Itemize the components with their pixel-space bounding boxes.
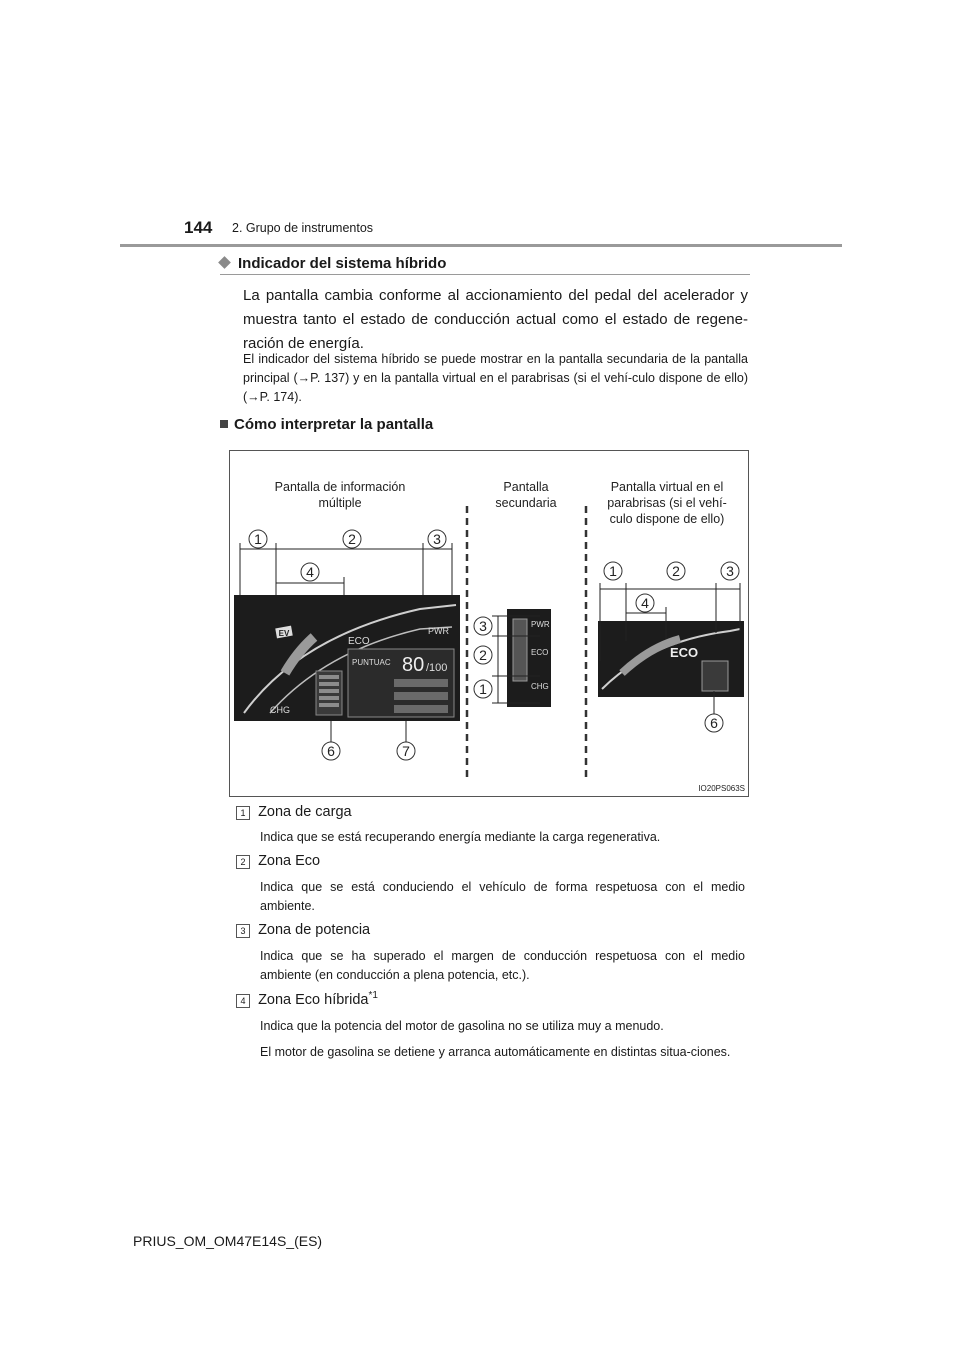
item-3-title: Zona de potencia [258,922,371,938]
callout-1-mid-text: 1 [479,681,487,697]
callout-1-right-text: 1 [609,563,617,579]
callout-2-mid-text: 2 [479,647,487,663]
item-4-footnote-mark: *1 [368,990,378,1001]
callout-2-right-text: 2 [672,563,680,579]
item-1 [236,804,352,820]
section-title-text: Indicador del sistema híbrido [238,255,447,272]
secondary-bar [513,619,527,681]
item-4-number: 4 [236,994,250,1008]
footer-doc-code: PRIUS_OM_OM47E14S_(ES) [133,1233,323,1249]
item-1-number: 1 [236,806,250,820]
caption-right-1: Pantalla virtual en el [610,480,724,494]
section-title [220,255,446,272]
item-2 [236,853,320,869]
item-1-title: Zona de carga [258,804,352,820]
pwr-label-left: PWR [428,626,449,636]
page-number: 144 [184,218,213,237]
eco-label-left: ECO [348,636,370,647]
diamond-bullet-icon [218,256,231,269]
puntuac-label: PUNTUAC [352,658,391,667]
item-4-title: Zona Eco híbrida [258,991,369,1008]
chg-label-left: CHG [270,705,290,715]
score-max: /100 [426,662,448,674]
item-2-desc-1: Indica que se está conduciendo el vehículo de forma respetuosa con el medio ambiente. [260,880,745,913]
callout-7-text: 7 [402,743,410,759]
caption-mid-2: secundaria [495,496,557,510]
battery-gauge-right [702,661,728,691]
callout-2-left-text: 2 [348,531,356,547]
chg-label-mid: CHG [531,682,549,691]
caption-left-1: Pantalla de información [274,480,406,494]
item-2-number: 2 [236,855,250,869]
item-1-desc-1: Indica que se está recuperando energía mediante la carga regenerativa. [260,830,661,844]
callout-6-left-text: 6 [327,743,335,759]
figure-code: IO20PS063S [698,784,745,793]
item-4-desc-1: Indica que la potencia del motor de gasolina no se utiliza muy a menudo. [260,1019,664,1033]
callout-3-left-text: 3 [433,531,441,547]
section-rule [220,274,750,275]
square-bullet-icon [220,420,228,428]
score-bars [394,679,448,713]
subsection-title-text: Cómo interpretar la pantalla [234,416,434,433]
caption-left-2: múltiple [318,496,362,510]
callout-3-right-text: 3 [726,563,734,579]
callout-4-left-text: 4 [306,564,314,580]
chapter-title: 2. Grupo de instrumentos [232,221,374,235]
header-rule [120,244,842,247]
caption-right-2: parabrisas (si el vehí- [607,496,727,510]
item-4-desc-2: El motor de gasolina se detiene y arranca automáticamente en distintas situa-ciones. [260,1045,731,1059]
caption-mid-1: Pantalla [503,480,549,494]
callout-1-left-text: 1 [254,531,262,547]
figure-graphic [230,451,748,796]
pwr-label-mid: PWR [531,620,550,629]
instrument-figure [229,450,749,797]
callout-6-right-text: 6 [710,715,718,731]
subsection-title [220,416,433,433]
item-3-desc-1: Indica que se ha superado el margen de conducción respetuosa con el medio ambiente (en conducción a plena potencia, etc.). [260,949,745,982]
item-3-number: 3 [236,924,250,938]
score-value: 80 [402,654,425,676]
eco-label-right: ECO [670,645,699,660]
callout-3-mid-text: 3 [479,618,487,634]
item-3 [236,922,370,938]
item-2-title: Zona Eco [258,853,321,869]
item-4 [236,990,378,1008]
callout-4-right-text: 4 [641,595,649,611]
eco-label-mid: ECO [531,648,549,657]
caption-right-3: culo dispone de ello) [609,512,725,526]
section-note: El indicador del sistema híbrido se puede mostrar en la pantalla secundaria de la pantalla principal (→P. 137) y en la pantalla virtual en el parabrisas (si el vehí-culo dispone de ello) (→P. 174). [243,352,748,404]
section-paragraph: La pantalla cambia conforme al accionamiento del pedal del acelerador y muestra tanto el estado de conducción actual como el estado de regene-ración de energía. [243,287,748,352]
ev-label: EV [278,629,290,638]
